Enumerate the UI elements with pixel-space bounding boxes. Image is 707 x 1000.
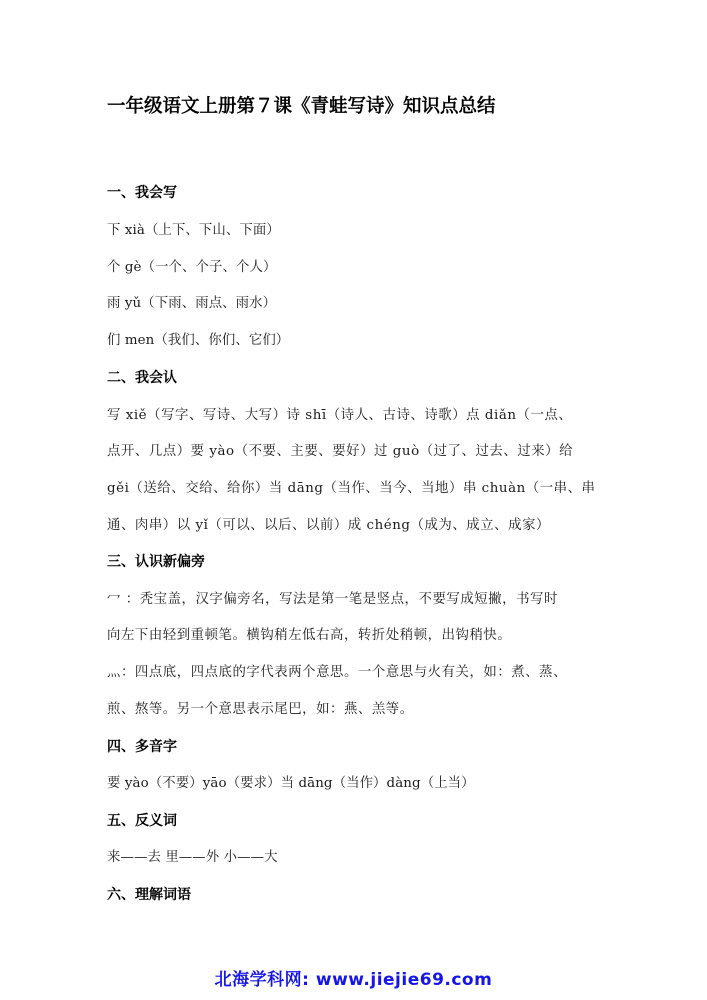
vocab-line: 雨 yǔ（下雨、雨点、雨水） — [107, 296, 277, 311]
section-heading-recognize: 二、我会认 — [107, 370, 177, 386]
paragraph-line: 来——去 里——外 小——大 — [107, 850, 278, 865]
section-heading-antonyms: 五、反义词 — [107, 813, 177, 829]
document-title: 一年级语文上册第７课《青蛙写诗》知识点总结 — [107, 96, 496, 117]
paragraph-line: 要 yào（不要）yāo（要求）当 dāng（当作）dàng（上当） — [107, 776, 475, 791]
section-heading-vocabulary: 六、理解词语 — [107, 887, 191, 903]
section-heading-write: 一、我会写 — [107, 185, 177, 201]
footer-watermark-link[interactable]: 北海学科网: www.jiejie69.com — [214, 970, 493, 990]
paragraph-line: 灬：四点底，四点底的字代表两个意思。一个意思与火有关，如：煮、蒸、 — [107, 665, 568, 680]
paragraph-line: 向左下由轻到重顿笔。横钩稍左低右高，转折处稍顿，出钩稍快。 — [107, 628, 512, 643]
vocab-line: 个 gè（一个、个子、个人） — [107, 260, 277, 275]
paragraph-line: 写 xiě（写字、写诗、大写）诗 shī（诗人、古诗、诗歌）点 diǎn（一点、 — [107, 408, 573, 423]
vocab-line: 下 xià（上下、下山、下面） — [107, 223, 280, 238]
paragraph-line: 煎、熬等。另一个意思表示尾巴，如：燕、羔等。 — [107, 702, 414, 717]
paragraph-line: 通、肉串）以 yǐ（可以、以后、以前）成 chéng（成为、成立、成家） — [107, 518, 550, 533]
section-heading-polyphones: 四、多音字 — [107, 739, 177, 755]
section-heading-radicals: 三、认识新偏旁 — [107, 554, 205, 570]
vocab-line: 们 men（我们、你们、它们） — [107, 333, 290, 348]
paragraph-line: gěi（送给、交给、给你）当 dāng（当作、当今、当地）串 chuàn（一串、串 — [107, 481, 596, 496]
paragraph-line: 冖 ：秃宝盖，汉字偏旁名，写法是第一笔是竖点，不要写成短撇，书写时 — [107, 592, 558, 607]
paragraph-line: 点开、几点）要 yào（不要、主要、要好）过 guò（过了、过去、过来）给 — [107, 444, 574, 459]
